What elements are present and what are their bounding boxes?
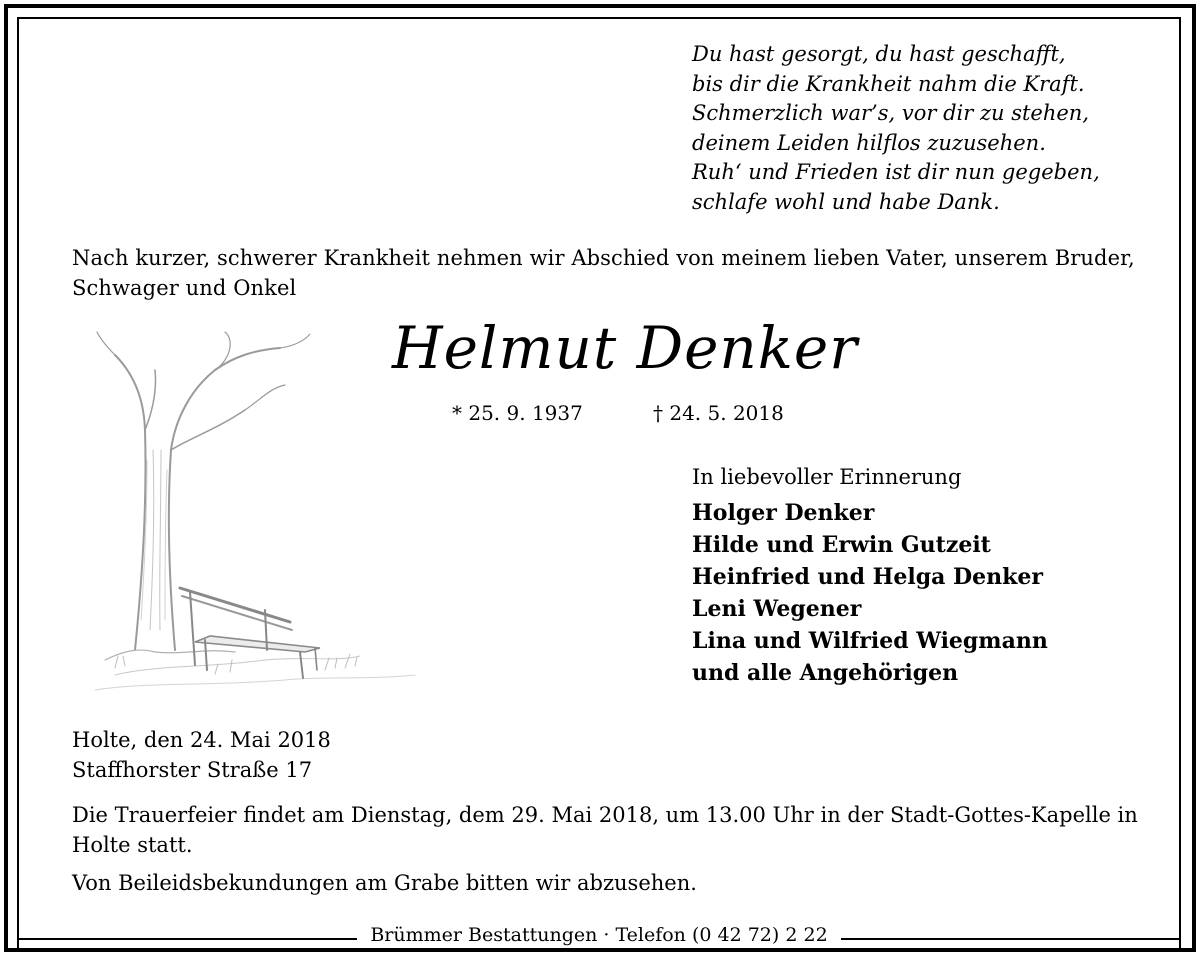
intro-text: Nach kurzer, schwerer Krankheit nehmen wir Abschied von meinem lieben Vater, unserem Bruder, Schwager und Onkel bbox=[72, 246, 1135, 300]
poem-line: schlafe wohl und habe Dank. bbox=[692, 189, 1000, 214]
address-line: Staffhorster Straße 17 bbox=[72, 758, 313, 782]
mourner-name: Holger Denker bbox=[692, 500, 875, 526]
footer-text: Brümmer Bestattungen · Telefon (0 42 72) 2 22 bbox=[370, 924, 828, 946]
birth-date: * 25. 9. 1937 bbox=[452, 401, 583, 425]
funeral-info: Die Trauerfeier findet am Dienstag, dem 29. Mai 2018, um 13.00 Uhr in der Stadt-Gottes-Kapelle in Holte statt. bbox=[72, 803, 1138, 857]
poem-line: Du hast gesorgt, du hast geschafft, bbox=[692, 42, 1066, 66]
poem bbox=[692, 40, 1162, 218]
death-date: † 24. 5. 2018 bbox=[653, 401, 784, 425]
memory-intro: In liebevoller Erinnerung bbox=[692, 465, 962, 489]
mourner-name: Heinfried und Helga Denker bbox=[692, 564, 1043, 590]
mourner-name: Lina und Wilfried Wiegmann bbox=[692, 628, 1048, 654]
tree-and-bench-illustration bbox=[95, 330, 435, 710]
place-and-date bbox=[72, 725, 331, 785]
condolence-note: Von Beileidsbekundungen am Grabe bitten wir abzusehen. bbox=[72, 871, 697, 895]
poem-line: deinem Leiden hilflos zuzusehen. bbox=[692, 130, 1046, 155]
mourner-name: und alle Angehörigen bbox=[692, 660, 959, 686]
poem-line: Schmerzlich war’s, vor dir zu stehen, bbox=[692, 101, 1090, 126]
date-line: Holte, den 24. Mai 2018 bbox=[72, 728, 331, 752]
poem-line: bis dir die Krankheit nahm die Kraft. bbox=[692, 71, 1085, 96]
poem-line: Ruh‘ und Frieden ist dir nun gegeben, bbox=[692, 160, 1100, 185]
mourner-name: Leni Wegener bbox=[692, 596, 862, 622]
mourners-list bbox=[692, 497, 1048, 689]
deceased-name-text: Helmut Denker bbox=[392, 314, 858, 382]
mourner-name: Hilde und Erwin Gutzeit bbox=[692, 532, 991, 558]
footer bbox=[17, 920, 1181, 950]
